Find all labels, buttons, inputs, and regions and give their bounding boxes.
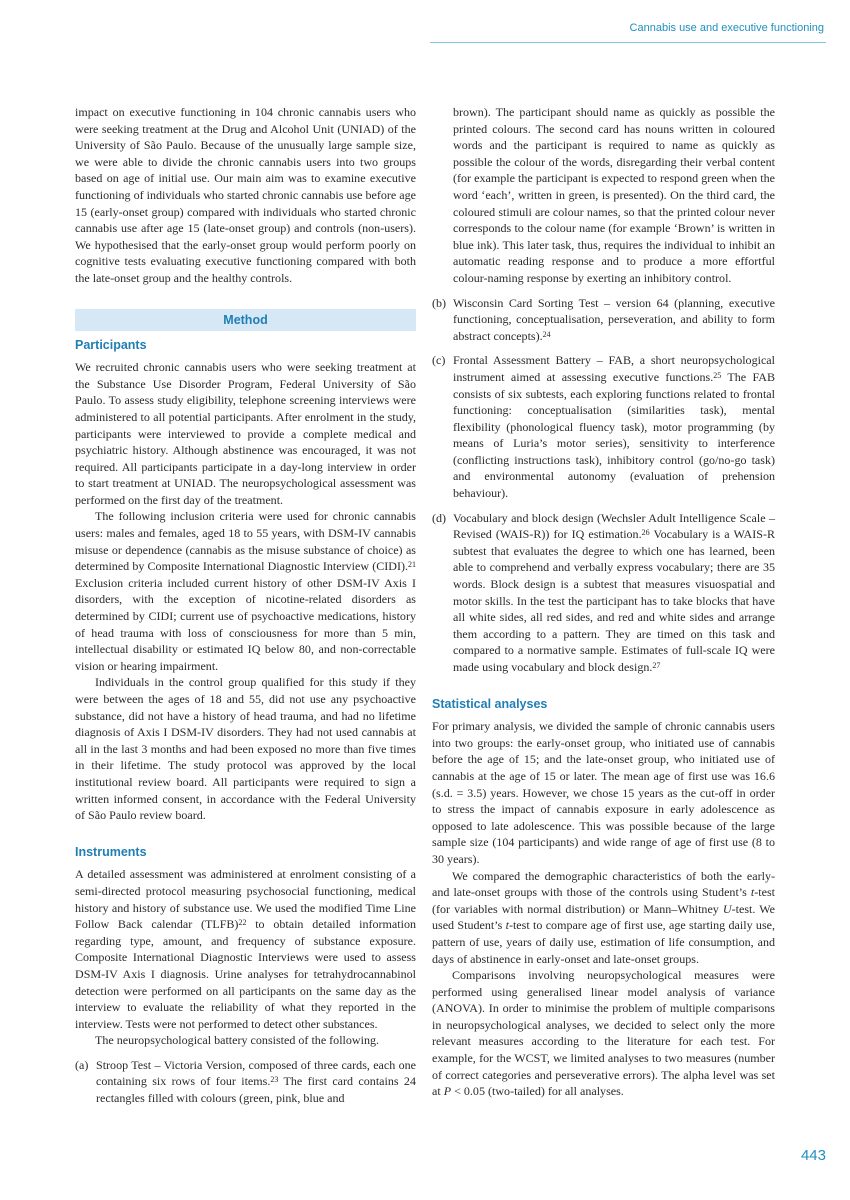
header-rule <box>430 42 826 43</box>
reference-marker: 22 <box>238 918 247 928</box>
reference-marker: 24 <box>542 329 551 339</box>
text-span: We compared the demographic characteristics of both the early- and late-onset groups with those of the controls using Student’s <box>432 868 775 900</box>
participants-heading: Participants <box>75 337 147 352</box>
italic-symbol: t <box>505 918 509 933</box>
italic-symbol: P <box>443 1084 452 1099</box>
stats-paragraph-3 <box>432 967 775 1100</box>
text-span: The following inclusion criteria were used for chronic cannabis users: males and females, aged 18 to 55 years, with DSM-IV cannabis misuse or dependence (cannabis as the misuse substance of choice) as determined by Composite International Diagnostic Interview (CIDI). <box>75 509 416 574</box>
text-span: -test. We used Student’s <box>432 901 775 933</box>
list-text <box>453 510 775 676</box>
list-item-a <box>75 1057 416 1107</box>
text-span: The FAB consists of six subtests, each exploring functions related to frontal functioning: conceptualisation (similarities task), mental flexibility (phonological fluency task), motor programming (by means of Luria’s motor series), sensitivity to interference (conflicting instructions task), inhibitory control (go/no-go task) and environmental autonomy (evaluation of prehension behaviour). <box>453 369 775 501</box>
instruments-paragraph-1 <box>75 866 416 1032</box>
text-span: A detailed assessment was administered at enrolment consisting of a semi-directed protocol measuring psychosocial functioning, medical history and history of substance use. We used the modified Time Line Follow Back calendar (TLFB) <box>75 867 416 932</box>
list-text: brown). The participant should name as quickly as possible the printed colours. The second card has nouns written in coloured words and the participant is required to name as quickly as possible the colour of the words, disregarding their verbal content (for example the participant is expected to respond green when the word ‘each’, written in green, is presented). On the third card, the coloured stimuli are colour names, so that the printed colour never corresponds to the colour name (for example ‘Brown’ is written in blue ink). This later task, thus, requires the individual to inhibit an automatic reading response and to produce a more effortful colour-naming response by exerting an inhibitory control. <box>453 105 775 285</box>
instruments-paragraph-2: The neuropsychological battery consisted of the following. <box>95 1033 380 1048</box>
text-span: Vocabulary and block design (Wechsler Adult Intelligence Scale – Revised (WAIS-R)) for IQ estimation. <box>453 510 775 542</box>
right-column <box>432 104 775 1100</box>
text-span: to obtain detailed information regarding type, amount, and frequency of substance exposure. Composite International Diagnostic Interviews were used to assess DSM-IV Axis I diagnosis. Urine analyses for tetrahydrocannabinol detection were performed on all participants on the same day as the interview to evaluate the reliability of what they reported in the interview. Tests were not performed to detect other substances. <box>75 917 416 1031</box>
participants-paragraph-2 <box>75 508 416 674</box>
text-span: The first card contains 24 rectangles filled with colours (green, pink, blue and <box>96 1074 416 1106</box>
list-text <box>453 295 775 345</box>
instruments-heading: Instruments <box>75 844 147 859</box>
running-head: Cannabis use and executive functioning <box>629 22 824 34</box>
list-label: (a) <box>75 1057 89 1072</box>
text-span: Exclusion criteria included current history of other DSM-IV Axis I disorders, with the exception of nicotine-related disorders as determined by CIDI; current use of psychoactive medications, history of head trauma with loss of consciousness for more than 5 min, intellectual disability or estimated IQ below 80, and non-correctable vision or hearing impairment. <box>75 575 416 673</box>
list-item-c <box>432 352 775 501</box>
list-label: (d) <box>432 510 447 525</box>
left-column <box>75 104 416 1107</box>
method-heading: Method <box>75 309 416 331</box>
statistical-analyses-heading: Statistical analyses <box>432 696 548 711</box>
text-span: Stroop Test – Victoria Version, composed of three cards, each one containing six rows of four items. <box>96 1057 416 1089</box>
participants-paragraph-1: We recruited chronic cannabis users who were seeking treatment at the Substance Use Disorder Program, Federal University of São Paulo. To assess study eligibility, telephone screening interviews were administered to all potential participants. After enrolment in the study, participants were interviewed to provide a complete medical and psychiatric history. Although abstinence was encouraged, it was not required. All participants participate in a day-long interview in order to start treatment at UNIAD. The neuropsychological assessment was performed on the first day of the treatment. <box>75 360 416 507</box>
participants-paragraph-3: Individuals in the control group qualified for this study if they were between the ages of 18 and 55, did not use any psychoactive substance, did not have a history of head trauma, and had no lifetime diagnosis of Axis I DSM-IV disorders. They had not used cannabis at all in the last 3 months and had been exposed no more than five times in their lifetime. The study protocol was approved by the local institutional review board. All participants were required to sign a written informed consent, in accordance with the Federal University of São Paulo review board. <box>75 675 416 823</box>
reference-marker: 27 <box>652 661 661 670</box>
reference-marker: 25 <box>713 370 722 380</box>
list-label: (c) <box>432 353 446 368</box>
reference-marker: 26 <box>641 528 650 538</box>
text-span: Wisconsin Card Sorting Test – version 64 (planning, executive functioning, conceptualisation, perseveration, and ability to form abstract concepts). <box>453 295 775 343</box>
list-item-a-continued <box>432 104 775 287</box>
page-number: 443 <box>800 1147 826 1164</box>
stats-paragraph-2 <box>432 868 775 968</box>
list-label: (b) <box>432 295 447 310</box>
text-span: -test to compare age of first use, age starting daily use, pattern of use, years of daily use, estimation of life consumption, and days of abstinence in early-onset and late-onset groups. <box>432 918 775 966</box>
list-item-b <box>432 295 775 345</box>
list-label-spacer <box>432 104 453 287</box>
text-span: -test (for variables with normal distribution) or Mann–Whitney <box>432 885 775 916</box>
list-text <box>96 1057 416 1107</box>
text-span: Comparisons involving neuropsychological measures were performed using generalised linear model analysis of variance (ANOVA). In order to minimise the problem of multiple comparisons in neuropsychological analyses, we decided to select only the more relevant measures according to the literature for each test. For example, for the WCST, we limited analyses to two measures (number of correct categories and perseverative errors). The alpha level was set at <box>432 968 775 1099</box>
intro-paragraph: impact on executive functioning in 104 chronic cannabis users who were seeking treatment at the Drug and Alcohol Unit (UNIAD) of the University of São Paulo. Because of the unusually large sample size, we were able to divide the chronic cannabis users into two groups based on age of initial use. Our main aim was to examine executive functioning of individuals who started chronic cannabis use before age 15 (early-onset group) compared with individuals who started chronic cannabis use after age 15 (late-onset group) and controls (non-users). We hypothesised that the early-onset group would perform poorly on cognitive tests evaluating executive functioning compared with both the late-onset group and the healthy controls. <box>75 105 416 285</box>
text-span: < 0.05 (two-tailed) for all analyses. <box>451 1084 624 1099</box>
stats-paragraph-1: For primary analysis, we divided the sample of chronic cannabis users into two groups: the early-onset group, who initiated use of cannabis before the age of 15; and the late-onset group, who initiated use of cannabis at the age of 15 or later. The mean age of first use was 16.6 (s.d. = 3.5) years. However, we chose 15 years as the cut-off in order to stress the impact of cannabis exposure in early adolescence as opposed to late adolescence. This was possible because of the large sample size (104 participants) and wide range of age of first use (8 to 30 years). <box>432 719 775 866</box>
italic-symbol: U <box>722 901 732 916</box>
list-text <box>453 352 775 501</box>
text-span: Vocabulary is a WAIS-R subtest that evaluates the degree to which one has learned, been able to comprehend and verbally express vocabulary; there are 35 words. Block design is a subtest that measures visuospatial and motor skills. In the test the participant has to take blocks that have all white sides, all red sides, and red and white sides and arrange them according to a pattern. They are timed on this task and compared to a normative sample. Estimates of full-scale IQ were made using vocabulary and block design. <box>453 527 775 674</box>
italic-symbol: t <box>750 885 755 900</box>
reference-marker: 23 <box>270 1075 279 1085</box>
text-span: Frontal Assessment Battery – FAB, a short neuropsychological instrument aimed at assessing executive functions. <box>453 353 775 384</box>
list-item-d <box>432 510 775 676</box>
reference-marker: 21 <box>408 560 416 570</box>
